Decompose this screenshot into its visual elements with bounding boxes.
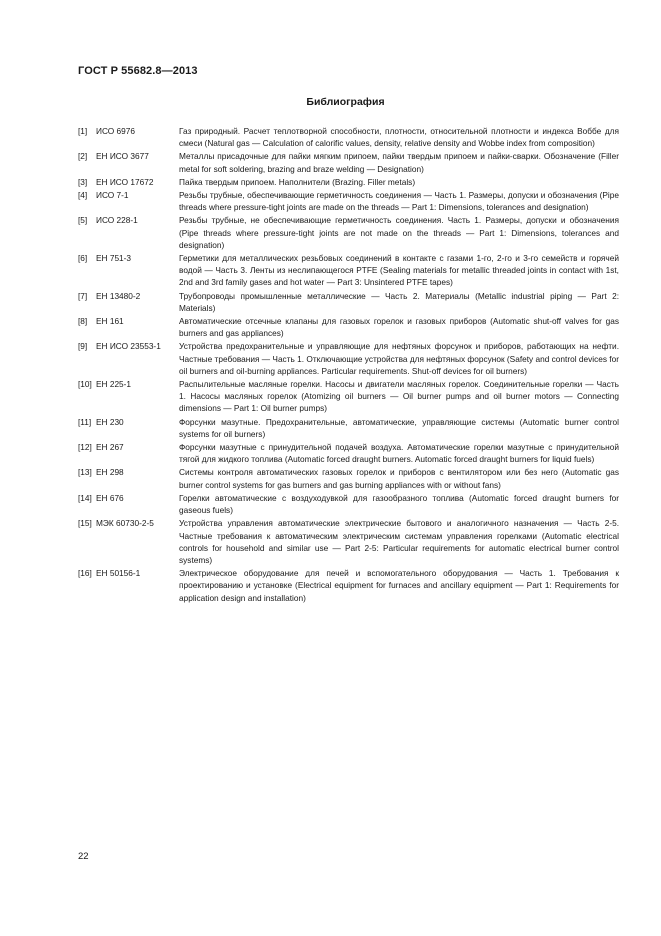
standard-id: ГОСТ Р 55682.8—2013 (78, 65, 198, 77)
entry-reference (78, 441, 179, 465)
bibliography-entry (78, 340, 619, 377)
bibliography-title: Библиография (306, 96, 385, 108)
entry-description: Горелки автоматические с воздуходувкой для газообразного топлива (Automatic forced draught burners for gaseous fuels) (179, 492, 619, 516)
entry-description: Резьбы трубные, обеспечивающие герметичность соединения — Часть 1. Размеры, допуски и обозначения (Pipe threads where pressure-tight joints are made on the threads — Part 1: Dimensions, tolerances and designation) (179, 190, 619, 213)
entry-standard-code: ЕН 230 (96, 416, 124, 427)
bibliography-entry (78, 416, 619, 440)
entry-description: Распылительные масляные горелки. Насосы и двигатели масляных горелок. Соединительные горелки — Часть 1. Насосы масляных горелок (Atomizing oil burners — Oil burner pumps and oil burner motors — Connecting dimensions — Part 1: Oil burner pumps) (179, 379, 619, 414)
entry-number: [16] (78, 568, 92, 579)
entry-standard-code: ИСО 7-1 (96, 190, 129, 201)
entry-reference (78, 340, 179, 377)
entry-description: Трубопроводы промышленные металлические — Часть 2. Материалы (Metallic industrial piping — Part 2: Materials) (179, 290, 619, 313)
entry-number: [13] (78, 467, 92, 478)
bibliography-entry (78, 378, 619, 415)
entry-standard-code: ЕН 13480-2 (96, 290, 141, 301)
entry-reference (78, 517, 179, 566)
bibliography-entry (78, 150, 619, 174)
entry-number: [12] (78, 442, 92, 453)
bibliography-entry (78, 252, 619, 289)
entry-description: Форсунки мазутные с принудительной подачей воздуха. Автоматические горелки мазутные с принудительной тягой для жидкого топлива (Automatic forced draught burners. Automatic forced draught burners for liquid fuels) (179, 442, 619, 465)
entry-description: Газ природный. Расчет теплотворной способности, плотности, относительной плотности и индекса Воббе для смеси (Natural gas — Calculation of calorific values, density, relative density and Wobbe index from composition) (179, 126, 619, 149)
bibliography-entry (78, 125, 619, 149)
entry-standard-code: ЕН 161 (96, 316, 124, 327)
entry-standard-code: ЕН ИСО 23553-1 (96, 341, 161, 352)
entry-number: [5] (78, 215, 88, 226)
entry-number: [11] (78, 416, 92, 427)
entry-reference (78, 315, 179, 339)
entry-description: Пайка твердым припоем. Наполнители (Brazing. Filler metals) (179, 176, 416, 187)
entry-reference (78, 125, 179, 149)
entry-description: Системы контроля автоматических газовых горелок и приборов с вентилятором или без него (Automatic gas burner control systems for gas burners and gas burning appliances with or without fans) (179, 467, 619, 490)
entry-reference (78, 252, 179, 289)
entry-reference (78, 290, 179, 314)
entry-number: [9] (78, 341, 88, 352)
entry-number: [10] (78, 379, 92, 390)
entry-number: [14] (78, 492, 92, 503)
entry-number: [6] (78, 253, 88, 264)
entry-standard-code: ЕН 50156-1 (96, 568, 141, 579)
entry-reference (78, 189, 179, 213)
entry-standard-code: МЭК 60730-2-5 (96, 518, 154, 529)
bibliography-entry (78, 567, 619, 604)
entry-description: Герметики для металлических резьбовых соединений в контакте с газами 1-го, 2-го и 3-го семейств и горячей водой — Часть 3. Ленты из неслипающегося PTFE (Sealing materials for metallic threaded joints in contact with 1st, 2nd and 3rd family gases and hot water — Part 3: Unsintered PTFE tapes) (179, 253, 619, 288)
entry-standard-code: ИСО 6976 (96, 126, 135, 136)
entry-description: Резьбы трубные, не обеспечивающие герметичность соединения. Часть 1. Размеры, допуски и обозначения (Pipe threads where pressure-tight joints are not made on the threads — Part 1: Dimensions, tolerances and designation) (179, 215, 619, 250)
entry-reference (78, 567, 179, 604)
entry-description: Металлы присадочные для пайки мягким припоем, пайки твердым припоем и пайки-сварки. Обозначение (Filler metal for soft soldering, brazing and braze welding — Designation) (179, 151, 619, 174)
bibliography-list (78, 125, 619, 605)
entry-standard-code: ЕН 267 (96, 442, 124, 453)
entry-reference (78, 150, 179, 174)
entry-standard-code: ЕН 751-3 (96, 253, 132, 264)
bibliography-entry (78, 441, 619, 465)
entry-reference (78, 214, 179, 251)
entry-number: [4] (78, 190, 88, 201)
entry-number: [8] (78, 316, 88, 327)
entry-reference (78, 466, 179, 490)
bibliography-entry (78, 290, 619, 314)
entry-standard-code: ИСО 228-1 (96, 215, 138, 226)
entry-reference (78, 176, 179, 188)
bibliography-entry (78, 466, 619, 490)
page-number: 22 (78, 851, 89, 862)
entry-description: Электрическое оборудование для печей и вспомогательного оборудования — Часть 1. Требования к проектированию и установке (Electrical equipment for furnaces and ancillary equipment — Part 1: Requirements for application design and installation) (179, 568, 619, 603)
entry-standard-code: ЕН 298 (96, 467, 124, 478)
bibliography-entry (78, 176, 619, 188)
entry-number: [1] (78, 126, 88, 136)
entry-description: Автоматические отсечные клапаны для газовых горелок и газовых приборов (Automatic shut-off valves for gas burners and gas appliances) (179, 316, 619, 339)
entry-number: [2] (78, 151, 88, 162)
entry-standard-code: ЕН 225-1 (96, 379, 132, 390)
entry-description: Форсунки мазутные. Предохранительные, автоматические, управляющие системы (Automatic burner control systems for oil burners) (179, 416, 619, 439)
entry-description: Устройства управления автоматические электрические бытового и аналогичного назначения — Часть 2-5. Частные требования к автоматическим электрическим системам управления горелками (Automatic electrical controls for household and similar use — Part 2-5: Particular requirements for automatic electrical burner control systems) (179, 518, 619, 565)
entry-standard-code: ЕН ИСО 3677 (96, 151, 149, 162)
entry-reference (78, 492, 179, 516)
bibliography-entry (78, 492, 619, 516)
entry-number: [3] (78, 176, 88, 187)
bibliography-entry (78, 189, 619, 213)
entry-standard-code: ЕН 676 (96, 492, 124, 503)
entry-standard-code: ЕН ИСО 17672 (96, 176, 154, 187)
bibliography-entry (78, 315, 619, 339)
entry-reference (78, 416, 179, 440)
bibliography-entry (78, 214, 619, 251)
entry-reference (78, 378, 179, 415)
entry-number: [7] (78, 290, 88, 301)
entry-number: [15] (78, 518, 92, 529)
entry-description: Устройства предохранительные и управляющие для нефтяных форсунок и приборов, работающих на нефти. Частные требования — Часть 1. Отключающие устройства для нефтяных форсунок (Safety and control devices for oil burners and oil-burning appliances. Particular requirements. Shut-off devices for oil burners) (179, 341, 619, 376)
bibliography-entry (78, 517, 619, 566)
